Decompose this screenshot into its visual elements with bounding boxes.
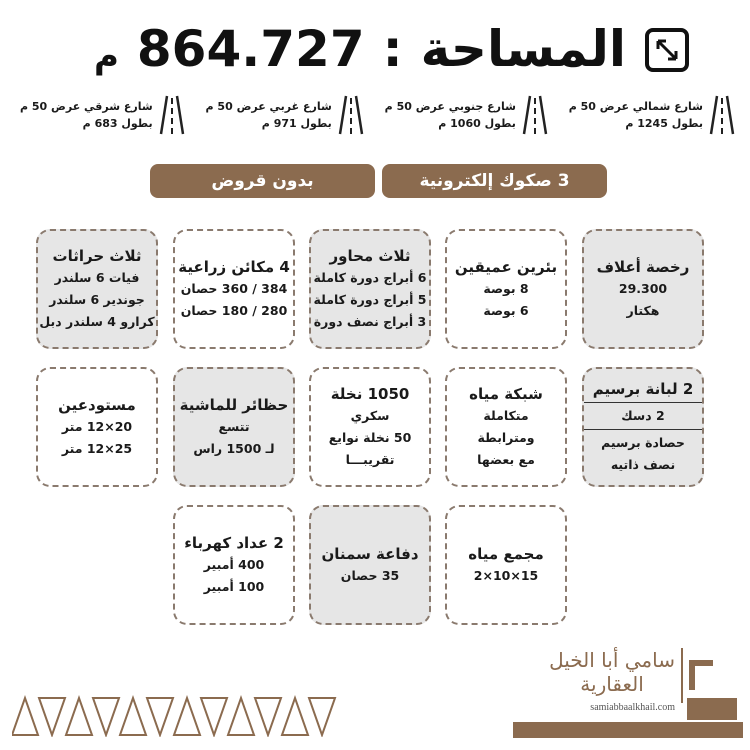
feature-detail: فيات 6 سلندر: [54, 270, 140, 285]
triangle-down: [309, 698, 335, 735]
triangle-up: [12, 698, 38, 735]
deeds-banner: 3 صكوك إلكترونية: [382, 164, 607, 198]
street-item: [206, 92, 364, 138]
road-icon: [709, 94, 735, 136]
feature-detail: جوندير 6 سلندر: [49, 292, 145, 307]
feature-detail: تتسع: [218, 419, 250, 434]
feature-title: مستودعين: [58, 396, 136, 414]
triangle-up: [174, 698, 200, 735]
feature-card-license: [582, 229, 704, 349]
feature-card-wells: [445, 229, 567, 349]
feature-title: شبكة مياه: [469, 385, 543, 403]
area-value: 864.727: [136, 20, 365, 78]
feature-title: 2 لبانة برسيم: [592, 380, 694, 398]
area-title: [90, 14, 630, 84]
triangle-down: [39, 698, 65, 735]
feature-detail: 100 أمبير: [203, 579, 265, 594]
website-link[interactable]: samiabbaalkhail.com: [590, 702, 675, 713]
logo-mark-icon: [685, 650, 740, 722]
street-width: شارع غربي عرض 50 م: [205, 100, 332, 113]
feature-detail: 15×10×2: [473, 568, 539, 583]
triangle-up: [228, 698, 254, 735]
feature-title: 1050 نخلة: [330, 385, 410, 403]
feature-detail: سكري: [350, 408, 390, 423]
triangle-up: [120, 698, 146, 735]
feature-title: رخصة أعلاف: [596, 258, 690, 276]
feature-card-palms: [309, 367, 431, 487]
feature-detail: حصادة برسيم نصف ذاتيه: [601, 435, 685, 472]
feature-detail: 20×12 متر: [61, 419, 133, 434]
triangle-up: [282, 698, 308, 735]
street-length: بطول 683 م: [82, 117, 153, 130]
feature-detail: 384 / 360 حصان: [180, 281, 288, 296]
feature-detail: 50 نخلة نوايع: [328, 430, 412, 445]
triangle-down: [93, 698, 119, 735]
area-separator: :: [382, 20, 403, 78]
feature-detail: متكاملة: [483, 408, 529, 423]
feature-title: بئرين عميقين: [454, 258, 558, 276]
feature-title: ثلاث محاور: [329, 247, 411, 265]
feature-title: 2 عداد كهرباء: [184, 534, 284, 552]
feature-card-engines: [173, 229, 295, 349]
feature-title: مجمع مياه: [468, 545, 544, 563]
road-icon: [338, 94, 364, 136]
feature-card-equipment: [582, 367, 704, 487]
feature-title: ثلاث حراثات: [52, 247, 142, 265]
triangle-down: [201, 698, 227, 735]
feature-detail: 400 أمبير: [203, 557, 265, 572]
street-item: [20, 92, 185, 138]
feature-title: حظائر للماشية: [179, 396, 289, 414]
street-width: شارع شرقي عرض 50 م: [20, 100, 153, 113]
feature-detail: 35 حصان: [340, 568, 400, 583]
area-label: المساحة: [420, 20, 627, 78]
feature-detail: هكتار: [626, 303, 660, 318]
feature-card-meters: [173, 505, 295, 625]
feature-card-tractors: [36, 229, 158, 349]
triangle-down: [147, 698, 173, 735]
feature-detail: 25×12 متر: [61, 441, 133, 456]
feature-detail: تقريبـــا: [345, 452, 395, 467]
street-width: شارع جنوبي عرض 50 م: [384, 100, 516, 113]
company-name: سامي أبا الخيل: [549, 648, 675, 672]
area-unit: م: [93, 36, 119, 76]
feature-card-pump: [309, 505, 431, 625]
street-length: بطول 971 م: [261, 117, 332, 130]
feature-detail: ومترابطة: [477, 430, 535, 445]
expand-arrows-icon: [645, 28, 689, 72]
feature-title: 4 مكائن زراعية: [178, 258, 290, 276]
street-item: [569, 92, 735, 138]
feature-detail: 29.300: [618, 281, 668, 296]
feature-card-barns: [173, 367, 295, 487]
road-icon: [159, 94, 185, 136]
feature-card-reservoir: [445, 505, 567, 625]
street-length: بطول 1245 م: [625, 117, 703, 130]
feature-detail: 2 دسك: [621, 408, 665, 423]
street-length: بطول 1060 م: [438, 117, 516, 130]
company-subname: العقارية: [580, 672, 644, 696]
feature-detail: مع بعضها: [477, 452, 535, 467]
streets-row: [20, 92, 735, 138]
feature-card-pivots: [309, 229, 431, 349]
feature-card-warehouses: [36, 367, 158, 487]
divider: [584, 429, 702, 430]
feature-detail: لـ 1500 راس: [193, 441, 275, 456]
feature-title: دفاعة سمنان: [321, 545, 419, 563]
feature-detail: 280 / 180 حصان: [180, 303, 288, 318]
road-icon: [522, 94, 548, 136]
feature-detail: كرارو 4 سلندر دبل: [39, 314, 155, 329]
feature-detail: 3 أبراج نصف دورة: [313, 314, 427, 329]
company-logo: [505, 640, 745, 740]
triangle-down: [255, 698, 281, 735]
feature-detail: 8 بوصة: [483, 281, 529, 296]
divider: [584, 402, 702, 403]
accreditation-bar: [513, 722, 743, 738]
feature-card-water-network: [445, 367, 567, 487]
feature-detail: 6 بوصة: [483, 303, 529, 318]
feature-detail: 5 أبراج دورة كاملة: [313, 292, 427, 307]
street-width: شارع شمالي عرض 50 م: [568, 100, 703, 113]
street-item: [385, 92, 548, 138]
triangles-decoration: [12, 695, 342, 737]
triangle-up: [66, 698, 92, 735]
feature-detail: 6 أبراج دورة كاملة: [313, 270, 427, 285]
no-loans-banner: بدون قروض: [150, 164, 375, 198]
